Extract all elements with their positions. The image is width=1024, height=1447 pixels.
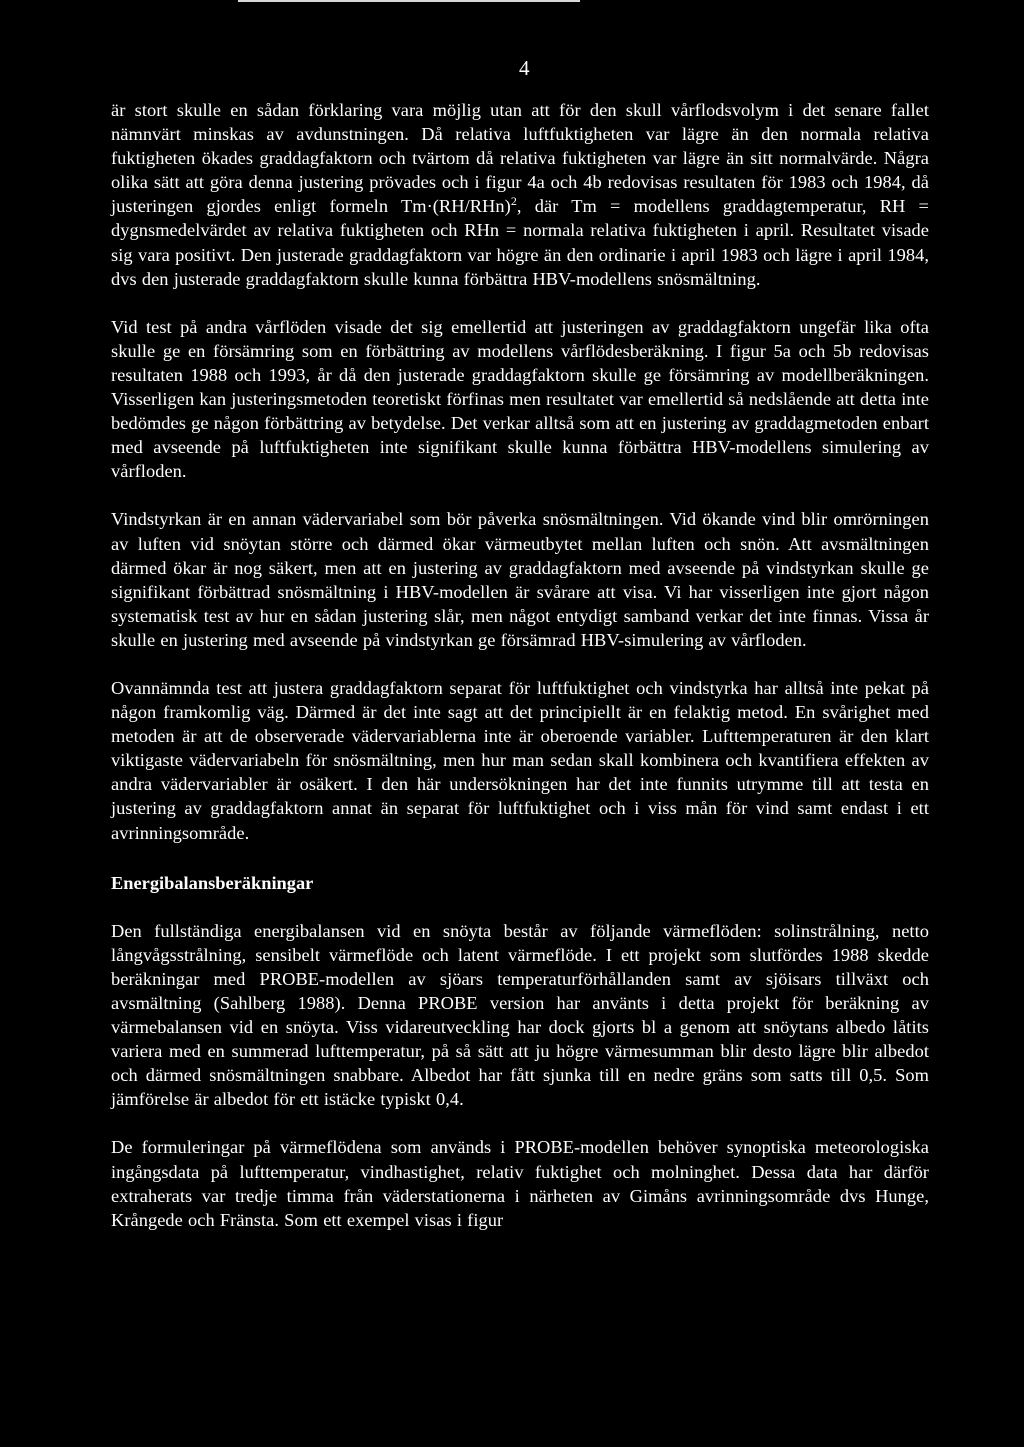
paragraph-1-continuation: , där Tm = modellens graddagtemperatur, RH = dygnsmedelvärdet av relativa fuktigheten och RHn = normala relativa fuktigheten i april. Resultatet visade sig vara positivt. Den justerade graddagfaktorn var högre än den ordinarie i april 1983 och lägre i april 1984, dvs den justerade graddagfaktorn skulle kunna förbättra HBV-modellens snösmältning.	[111, 196, 929, 289]
formula-exponent: 2	[510, 194, 517, 209]
top-rule	[238, 0, 580, 2]
paragraph-4: Ovannämnda test att justera graddagfaktorn separat för luftfuktighet och vindstyrka har alltså inte pekat på någon framkomlig väg. Därmed är det inte sagt att det principiellt är en felaktig metod. En svårighet med metoden är att de observerade vädervariablerna inte är oberoende variabler. Lufttemperaturen är den klart viktigaste vädervariabeln för snösmältning, men hur man sedan skall kombinera och kvantifiera effekten av andra vädervariabler är osäkert. I den här undersökningen har det inte funnits utrymme till att testa en justering av graddagfaktorn annat än separat för luftfuktighet och i viss mån för vind samt endast i ett avrinningsområde.	[111, 677, 929, 843]
formula: Tm·(RH/RHn)	[400, 196, 511, 217]
paragraph-1-text: är stort skulle en sådan förklaring vara möjlig utan att för den skull vårflodsvolym i det senare fallet nämnvärt minskas av avdunstningen. Då relativa luftfuktigheten var lägre än den normala relativa fuktigheten ökades graddagfaktorn och tvärtom då relativa fuktigheten var lägre än sitt normalvärde. Några olika sätt att göra denna justering prövades och i figur 4a och 4b redovisas resultaten för 1983 och 1984, då justeringen gjordes enligt formeln	[111, 100, 929, 217]
section-heading: Energibalansberäkningar	[111, 872, 314, 893]
paragraph-5: Den fullständiga energibalansen vid en snöyta består av följande värmeflöden: solinstrålning, netto långvågsstrålning, sensibelt värmeflöde och latent värmeflöde. I ett projekt som slutfördes 1988 skedde beräkningar med PROBE-modellen av sjöars temperaturförhållanden samt av sjöisars tillväxt och avsmältning (Sahlberg 1988). Denna PROBE version har använts i detta projekt för beräkning av värmebalansen vid en snöyta. Viss vidareutveckling har dock gjorts bl a genom att snöytans albedo låtits variera med en summerad lufttemperatur, på så sätt att ju högre värmesumman blir desto lägre blir albedot och därmed snösmältningen snabbare. Albedot har fått sjunka till en nedre gräns som satts till 0,5. Som jämförelse är albedot för ett istäcke typiskt 0,4.	[111, 920, 929, 1110]
paragraph-6: De formuleringar på värmeflödena som används i PROBE-modellen behöver synoptiska meteorologiska ingångsdata på lufttemperatur, vindhastighet, relativ fuktighet och molninghet. Dessa data har därför extraherats var tredje timma från väderstationerna i närheten av Gimåns avrinningsområde dvs Hunge, Krångede och Fränsta. Som ett exempel visas i figur	[111, 1137, 929, 1230]
page-number: 4	[519, 56, 530, 80]
document-body	[111, 98, 929, 1232]
paragraph-1	[111, 98, 929, 291]
paragraph-3: Vindstyrkan är en annan vädervariabel som bör påverka snösmältningen. Vid ökande vind blir omrörningen av luften vid snöytan större och därmed ökar värmeutbytet mellan luften och snön. Att avsmältningen därmed ökar är nog säkert, men att en justering av graddagfaktorn med avseende på vindstyrkan skulle ge signifikant förbättrad snösmältning i HBV-modellen är svårare att visa. Vi har visserligen inte gjort någon systematisk test av hur en sådan justering slår, men något entydigt samband verkar det inte finnas. Vissa år skulle en justering med avseende på vindstyrkan ge försämrad HBV-simulering av vårfloden.	[111, 509, 929, 650]
paragraph-2: Vid test på andra vårflöden visade det sig emellertid att justeringen av graddagfaktorn ungefär lika ofta skulle ge en försämring som en förbättring av modellens vårflödesberäkning. I figur 5a och 5b redovisas resultaten 1988 och 1993, år då den justerade graddagfaktorn skulle ge försämring av modellberäkningen. Visserligen kan justeringsmetoden teoretiskt förfinas men resultatet var emellertid så nedslående att detta inte bedömdes ge någon förbättring av betydelse. Det verkar alltså som att en justering av graddagmetoden enbart med avseende på luftfuktigheten inte signifikant skulle kunna förbättra HBV-modellens simulering av vårfloden.	[111, 316, 929, 482]
